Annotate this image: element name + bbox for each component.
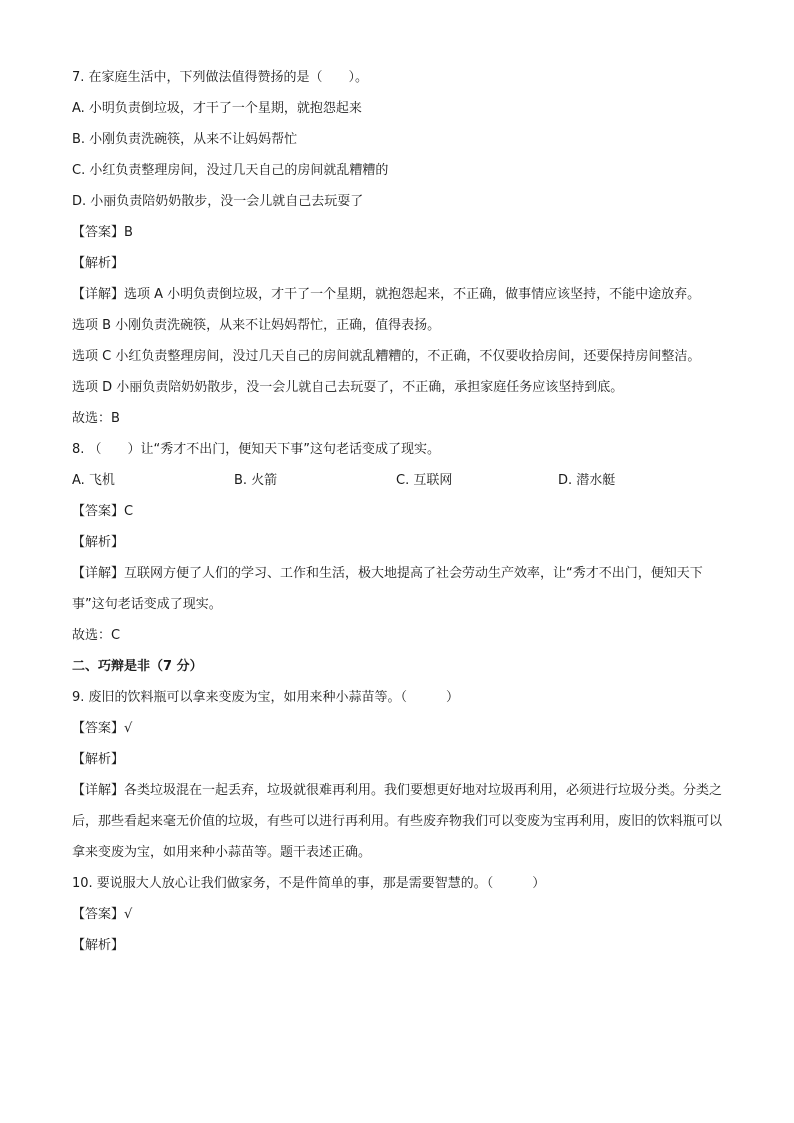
q7-detail-d: 选项 D 小丽负责陪奶奶散步，没一会儿就自己去玩耍了，不正确，承担家庭任务应该坚持到底。 [72, 380, 624, 395]
q9-analysis-label: 【解析】 [72, 752, 125, 767]
q8-choice: 故选：C [72, 628, 121, 643]
q7-detail-c: 选项 C 小红负责整理房间，没过几天自己的房间就乱糟糟的，不正确，不仅要收拾房间，还要保持房间整洁。 [72, 349, 701, 364]
q7-choice: 故选：B [72, 411, 120, 426]
q8-options [72, 465, 722, 496]
question-9: 9. 废旧的饮料瓶可以拿来变废为宝，如用来种小蒜苗等。（ ） [72, 690, 460, 705]
q7-option-c: C. 小红负责整理房间，没过几天自己的房间就乱糟糟的 [72, 163, 389, 178]
q8-answer: 【答案】C [72, 504, 134, 519]
q9-detail: 【详解】各类垃圾混在一起丢弃，垃圾就很难再利用。我们要想更好地对垃圾再利用，必须进行垃圾分类。分类之后，那些看起来毫无价值的垃圾，有些可以进行再利用。有些废弃物我们可以变废为宝再利用，废旧的饮料瓶可以拿来变废为宝，如用来种小蒜苗等。题干表述正确。 [72, 783, 723, 860]
q8-option-a: A. 飞机 [72, 473, 115, 488]
section-heading: 二、巧辩是非（7 分） [72, 659, 203, 674]
q7-detail-a: 【详解】选项 A 小明负责倒垃圾，才干了一个星期，就抱怨起来，不正确，做事情应该坚持，不能中途放弃。 [72, 287, 701, 302]
q8-detail: 【详解】互联网方便了人们的学习、工作和生活，极大地提高了社会劳动生产效率，让“秀才不出门，便知天下事”这句老话变成了现实。 [72, 566, 703, 612]
page-content [72, 62, 722, 961]
q7-option-b: B. 小刚负责洗碗筷，从来不让妈妈帮忙 [72, 132, 298, 147]
q7-answer: 【答案】B [72, 225, 133, 240]
q7-option-a: A. 小明负责倒垃圾，才干了一个星期，就抱怨起来 [72, 101, 362, 116]
q8-option-d: D. 潜水艇 [558, 473, 616, 488]
q7-detail-b: 选项 B 小刚负责洗碗筷，从来不让妈妈帮忙，正确，值得表扬。 [72, 318, 441, 333]
q10-answer: 【答案】√ [72, 907, 133, 922]
q9-answer: 【答案】√ [72, 721, 133, 736]
q8-option-c: C. 互联网 [396, 473, 453, 488]
q7-option-d: D. 小丽负责陪奶奶散步，没一会儿就自己去玩耍了 [72, 194, 364, 209]
q7-analysis-label: 【解析】 [72, 256, 125, 271]
q10-analysis-label: 【解析】 [72, 938, 125, 953]
question-10: 10. 要说服大人放心让我们做家务，不是件简单的事，那是需要智慧的。（ ） [72, 876, 546, 891]
question-7: 7. 在家庭生活中，下列做法值得赞扬的是（ ）。 [72, 70, 369, 85]
q8-option-b: B. 火箭 [234, 473, 278, 488]
question-8: 8. （ ）让“秀才不出门，便知天下事”这句老话变成了现实。 [72, 442, 441, 457]
q8-analysis-label: 【解析】 [72, 535, 125, 550]
